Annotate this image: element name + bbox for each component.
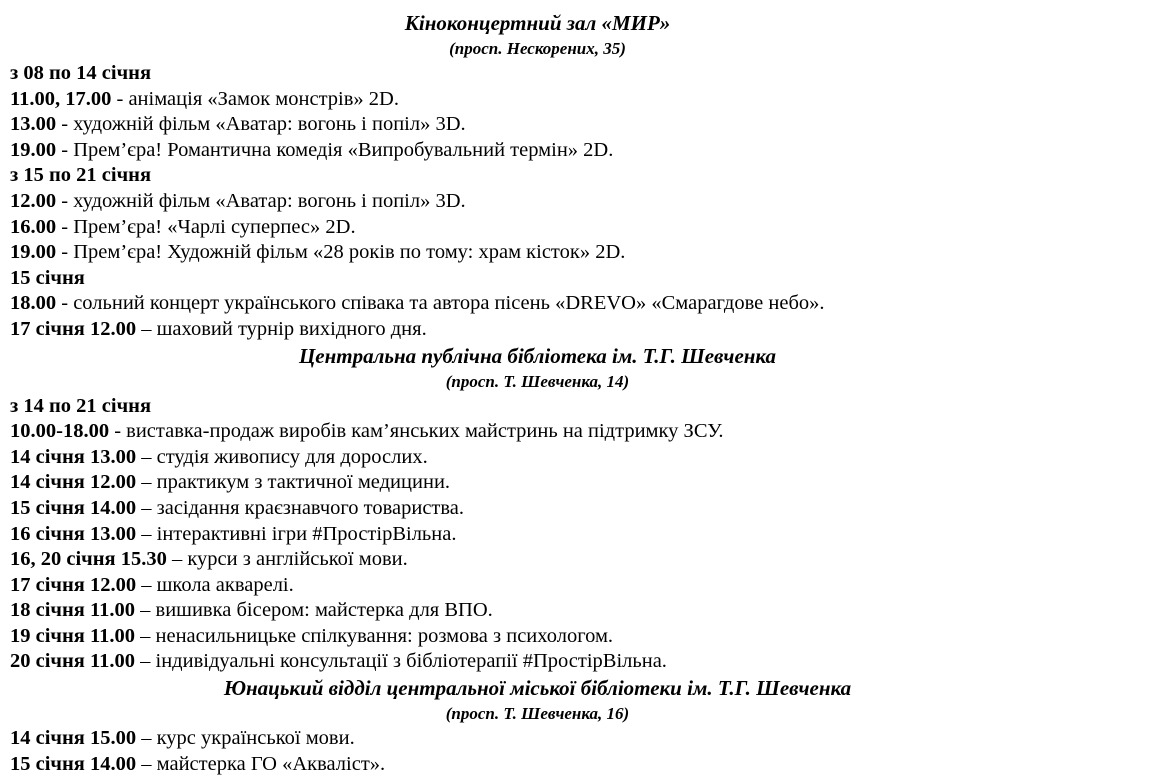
event-description: вишивка бісером: майстерка для ВПО. <box>155 599 493 622</box>
event-time: 15 січня 14.00 <box>10 496 137 519</box>
event-description: виставка-продаж виробів кам’янських майстринь на підтримку ЗСУ. <box>126 420 724 443</box>
venue-title: Юнацький відділ центральної міської бібліотеки ім. Т.Г. Шевченка <box>223 676 852 701</box>
event-time: 20 січня 11.00 <box>10 650 136 673</box>
event-description: художній фільм «Аватар: вогонь і попіл» 3D. <box>73 189 466 212</box>
event-row <box>10 87 1065 113</box>
event-separator: – <box>136 496 157 519</box>
event-row <box>10 112 1065 138</box>
event-row <box>10 240 1065 266</box>
event-row <box>10 470 1065 496</box>
event-row <box>10 189 1065 215</box>
event-separator: - <box>56 138 74 161</box>
event-time: 19.00 <box>10 138 57 161</box>
event-description: Прем’єра! Художній фільм «28 років по тому: храм кісток» 2D. <box>73 241 626 264</box>
event-separator: – <box>136 445 157 468</box>
event-separator: – <box>136 317 157 340</box>
event-time: 19.00 <box>10 241 57 264</box>
event-description: анімація «Замок монстрів» 2D. <box>128 87 399 110</box>
event-time: 16, 20 січня 15.30 <box>10 548 167 571</box>
period-heading: 15 січня <box>10 266 85 289</box>
venue-address: (просп. Нескорених, 35) <box>449 39 626 58</box>
event-row <box>10 752 1065 777</box>
event-row <box>10 573 1065 599</box>
event-row <box>10 522 1065 548</box>
event-time: 19 січня 11.00 <box>10 624 136 647</box>
event-row <box>10 649 1065 675</box>
event-description: майстерка ГО «Акваліст». <box>156 752 386 775</box>
event-separator: – <box>136 471 157 494</box>
event-separator: – <box>166 548 188 571</box>
venue-title: Центральна публічна бібліотека ім. Т.Г. Шевченка <box>298 343 777 368</box>
event-row <box>10 598 1065 624</box>
event-row <box>10 496 1065 522</box>
event-time: 14 січня 12.00 <box>10 471 137 494</box>
event-time: 14 січня 13.00 <box>10 445 137 468</box>
venue-title: Кіноконцертний зал «МИР» <box>404 11 671 35</box>
event-time: 10.00-18.00 <box>10 420 110 443</box>
event-description: практикум з тактичної медицини. <box>156 471 451 494</box>
period-heading: з 08 по 14 січня <box>10 62 152 84</box>
event-separator: – <box>135 650 156 673</box>
event-separator: - <box>56 113 74 136</box>
event-description: Прем’єра! Романтична комедія «Випробувальний термін» 2D. <box>73 138 614 161</box>
venue-section <box>10 675 1065 777</box>
event-row <box>10 419 1065 445</box>
event-description: шаховий турнір вихідного дня. <box>156 317 427 340</box>
event-separator: – <box>136 522 157 545</box>
event-row <box>10 291 1065 317</box>
event-time: 12.00 <box>10 189 57 212</box>
event-row <box>10 624 1065 650</box>
event-time: 13.00 <box>10 113 57 136</box>
event-separator: – <box>136 727 157 750</box>
event-description: курс української мови. <box>156 727 355 750</box>
event-separator: – <box>135 599 156 622</box>
event-separator: - <box>56 241 74 264</box>
event-row <box>10 445 1065 471</box>
venue-address: (просп. Т. Шевченка, 16) <box>445 704 630 724</box>
event-row <box>10 547 1065 573</box>
venue-section <box>10 343 1065 676</box>
event-separator: - <box>111 87 129 110</box>
event-row <box>10 138 1065 164</box>
venue-section <box>10 10 1065 343</box>
event-description: засідання краєзнавчого товариства. <box>156 496 465 519</box>
event-time: 17 січня 12.00 <box>10 317 137 340</box>
event-description: художній фільм «Аватар: вогонь і попіл» 3D. <box>73 113 466 136</box>
event-time: 18 січня 11.00 <box>10 599 136 622</box>
event-description: сольний концерт українського співака та автора пісень «DREVO» «Смарагдове небо». <box>73 292 825 315</box>
event-description: індивідуальні консультації з бібліотерапії #ПростірВільна. <box>155 650 667 673</box>
event-time: 14 січня 15.00 <box>10 727 137 750</box>
event-separator: – <box>136 573 157 596</box>
event-description: студія живопису для дорослих. <box>156 445 428 468</box>
event-separator: – <box>136 752 157 775</box>
event-separator: – <box>135 624 156 647</box>
event-description: курси з англійської мови. <box>187 548 408 571</box>
event-separator: - <box>109 420 127 443</box>
event-row <box>10 726 1065 752</box>
event-time: 11.00, 17.00 <box>10 87 112 110</box>
event-time: 15 січня 14.00 <box>10 752 137 775</box>
event-time: 16 січня 13.00 <box>10 522 137 545</box>
event-description: інтерактивні ігри #ПростірВільна. <box>156 522 457 545</box>
venue-address: (просп. Т. Шевченка, 14) <box>445 371 630 391</box>
event-separator: - <box>56 215 74 238</box>
event-time: 17 січня 12.00 <box>10 573 137 596</box>
event-description: Прем’єра! «Чарлі суперпес» 2D. <box>73 215 356 238</box>
schedule-document <box>10 10 1065 777</box>
event-row <box>10 317 1065 343</box>
period-heading: з 14 по 21 січня <box>10 394 152 417</box>
event-separator: - <box>56 292 74 315</box>
event-separator: - <box>56 189 74 212</box>
event-description: ненасильницьке спілкування: розмова з психологом. <box>155 624 614 647</box>
event-row <box>10 215 1065 241</box>
period-heading: з 15 по 21 січня <box>10 164 152 187</box>
event-time: 16.00 <box>10 215 57 238</box>
event-description: школа акварелі. <box>156 573 294 596</box>
event-time: 18.00 <box>10 292 57 315</box>
